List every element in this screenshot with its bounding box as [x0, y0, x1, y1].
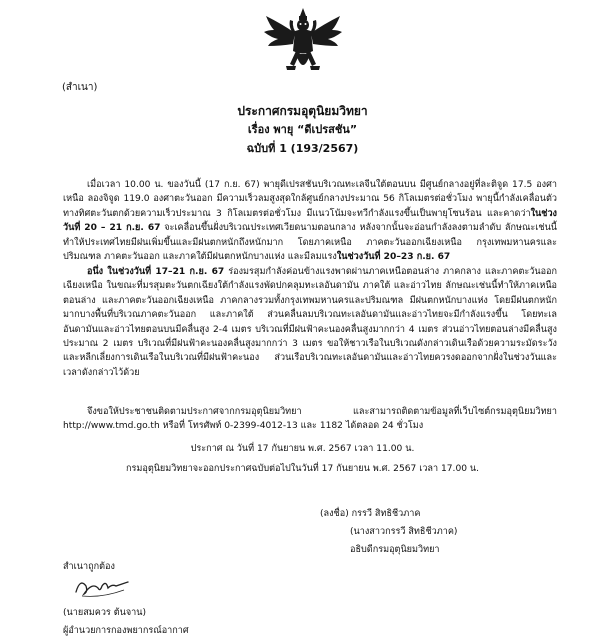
signer-name: (นางสาวกรรวี สิทธิชีวภาค) — [350, 527, 458, 537]
certifier-name: (นายสมควร ต้นจาน) — [63, 608, 147, 618]
paragraph-storm-details — [63, 178, 557, 264]
announcement-subject: เรื่อง พายุ “ดีเปรสชัน” — [247, 123, 358, 136]
paragraph1-bold-a: ในช่วงวันที่ 20 – 21 ก.ย. 67 — [63, 208, 557, 234]
certifier-position: ผู้อำนวยการกองพยากรณ์อากาศ — [63, 626, 189, 636]
signed-line: (ลงชื่อ) กรรวี สิทธิชีวภาค — [320, 509, 421, 519]
announcement-title: ประกาศกรมอุตุนิยมวิทยา — [237, 104, 368, 118]
paragraph3-text: จึงขอให้ประชาชนติดตามประกาศจากกรมอุตุนิยมวิทยา และสามารถติดตามข้อมูลที่เว็บไซต์กรมอุตุนิยมวิทยา http://www.tmd.go.th หรือที่ โทรศัพท์ 0-2399-4012-13 และ 1182 ได้ตลอด 24 ชั่วโมง — [63, 407, 557, 432]
certified-copy-label: สำเนาถูกต้อง — [63, 562, 115, 572]
copy-label: (สำเนา) — [62, 82, 98, 93]
paragraph1-text-a: เมื่อเวลา 10.00 น. ของวันนี้ (17 ก.ย. 67) พายุดีเปรสชันบริเวณทะเลจีนใต้ตอนบน มีศูนย์กลางอยู่ที่ละติจูด 17.5 องศาเหนือ ลองจิจูด 119.0 องศาตะวันออก มีความเร็วลมสูงสุดใกล้ศูนย์กลางประมาณ 56 กิโลเมตรต่อชั่วโมง พายุนี้กำลังเคลื่อนตัวทางทิศตะวันตกด้วยความเร็วประมาณ 3 กิโลเมตรต่อชั่วโมง มีแนวโน้มจะทวีกำลังแรงขึ้นเป็นพายุโซนร้อน และคาดว่า — [63, 180, 557, 219]
paragraph1-text-b: จะเคลื่อนขึ้นฝั่งบริเวณประเทศเวียดนามตอนกลาง หลังจากนั้นจะอ่อนกำลังลงตามลำดับ ลักษณะเช่นนี้ทำให้ประเทศไทยมีฝนเพิ่มขึ้นและมีฝนตกหนักถึงหนักมาก โดยภาคเหนือ ภาคตะวันออกเฉียงเหนือ กรุงเทพมหานครและปริมณฑล ภาคตะวันออก และภาคใต้มีฝนตกหนักบางแห่ง และมีลมแรง — [63, 223, 557, 263]
garuda-emblem-icon — [262, 6, 344, 78]
handwritten-signature-icon — [72, 572, 132, 600]
next-announcement-notice: กรมอุตุนิยมวิทยาจะออกประกาศฉบับต่อไปในวันที่ 17 กันยายน พ.ศ. 2567 เวลา 17.00 น. — [125, 464, 480, 474]
signer-position: อธิบดีกรมอุตุนิยมวิทยา — [350, 545, 440, 555]
paragraph-contact-info — [63, 405, 557, 434]
announcement-date: ประกาศ ณ วันที่ 17 กันยายน พ.ศ. 2567 เวลา 11.00 น. — [190, 444, 415, 454]
paragraph1-bold-b: ในช่วงวันที่ 20–23 ก.ย. 67 — [336, 252, 451, 263]
announcement-issue-number: ฉบับที่ 1 (193/2567) — [246, 142, 359, 155]
paragraph-monsoon-details — [63, 265, 557, 380]
paragraph2-text-a: ร่องมรสุมกำลังค่อนข้างแรงพาดผ่านภาคเหนือตอนล่าง ภาคกลาง และภาคตะวันออกเฉียงเหนือ ในขณะที่มรสุมตะวันตกเฉียงใต้กำลังแรงพัดปกคลุมทะเลอันดามัน ภาคใต้ และอ่าวไทย ลักษณะเช่นนี้ทำให้ภาคเหนือตอนล่าง และภาคตะวันออกเฉียงเหนือ ภาคกลางรวมทั้งกรุงเทพมหานครและปริมณฑล มีฝนตกหนักบางแห่ง โดยมีฝนตกหนักมากบางพื้นที่บริเวณภาคตะวันออก และภาคใต้ ส่วนคลื่นลมบริเวณทะเลอันดามันและอ่าวไทยจะมีกำลังแรงขึ้น โดยทะเลอันดามันและอ่าวไทยตอนบนมีคลื่นสูง 2-4 เมตร บริเวณที่มีฝนฟ้าคะนองคลื่นสูงมากกว่า 4 เมตร ส่วนอ่าวไทยตอนล่างมีคลื่นสูงประมาณ 2 เมตร บริเวณที่มีฝนฟ้าคะนองคลื่นสูงมากกว่า 3 เมตร ขอให้ชาวเรือในบริเวณดังกล่าวเดินเรือด้วยความระมัดระวังและหลีกเลี่ยงการเดินเรือในบริเวณที่มีฝนฟ้าคะนอง ส่วนเรือบริเวณทะเลอันดามันและอ่าวไทยควรงดออกจากฝั่งในช่วงวันและเวลาดังกล่าวไว้ด้วย — [63, 267, 557, 378]
director-signature-block — [320, 505, 520, 559]
paragraph2-bold-a: อนึ่ง ในช่วงวันที่ 17–21 ก.ย. 67 — [87, 267, 225, 277]
